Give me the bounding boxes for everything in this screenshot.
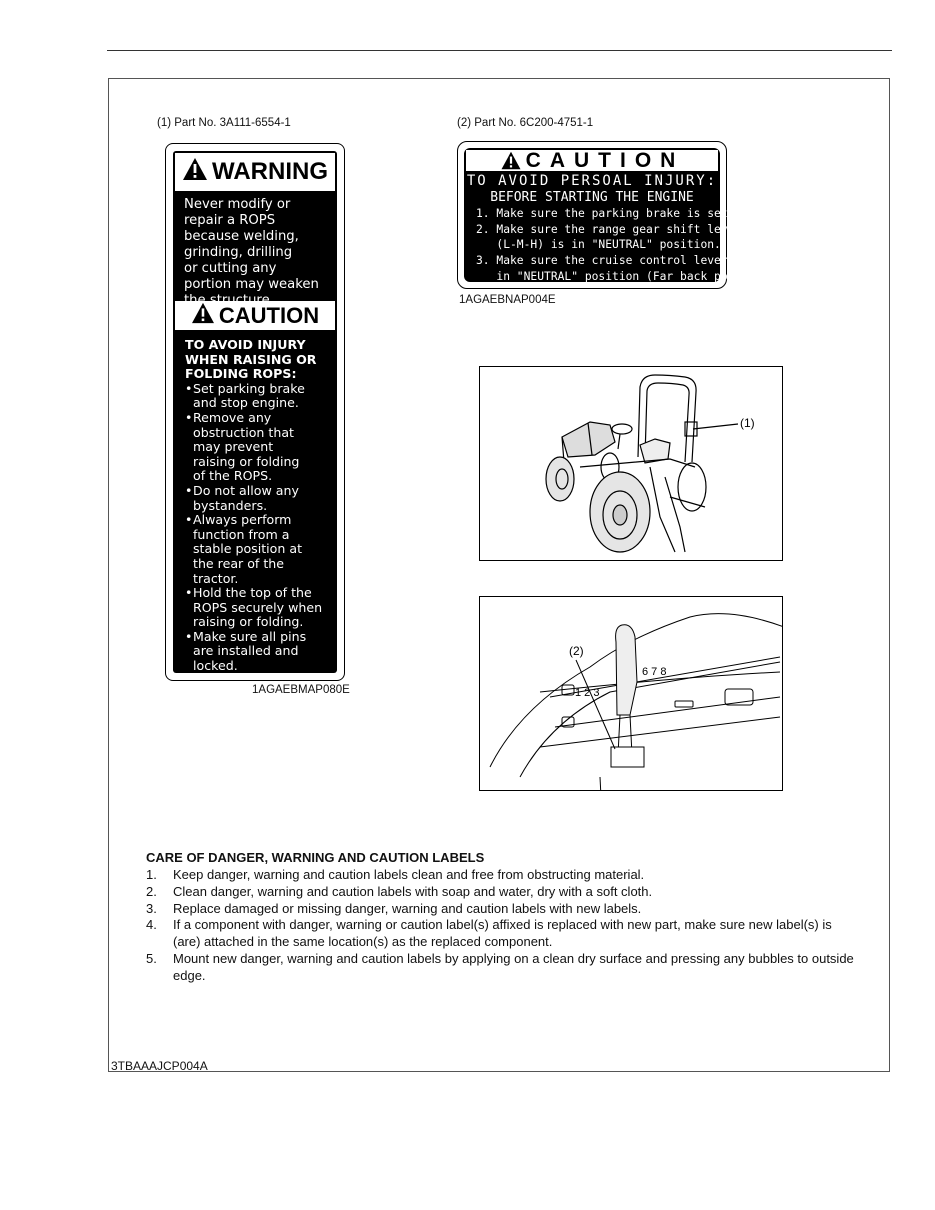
caution2-item: 2. Make sure the range gear shift lever [476,222,742,236]
caution-bullet-continuation: ROPS securely when [193,599,323,615]
warning-triangle-icon [182,157,208,188]
warning-line: portion may weaken [184,277,319,292]
svg-text:1 2 3: 1 2 3 [575,687,600,699]
gear-shift-illustration [480,597,783,791]
caution-heading-line: TO AVOID INJURY [185,337,306,352]
warning-line: repair a ROPS [184,213,276,228]
callout-1: (1) [740,416,755,430]
care-item-text: Clean danger, warning and caution labels with soap and water, dry with a soft cloth. [173,883,653,899]
caution-bullet-continuation: the rear of the [193,555,285,571]
caution-bullet-item: •Do not allow any [185,482,299,498]
caution-decal [457,141,783,289]
warning-line: grinding, drilling [184,245,293,260]
caution-heading-line: WHEN RAISING OR [185,351,317,367]
gear-shift-figure [479,596,783,791]
caution-bullet-item: •Remove any [185,409,272,425]
caution-bullet-item: •Hold the top of the [185,585,312,601]
label2-caption: (2) Part No. 6C200-4751-1 [457,117,594,129]
caution-bullet-item: •Set parking brake [185,380,305,396]
warning-title: WARNING [212,158,328,185]
tractor-figure [479,366,783,561]
caution-bullet-continuation: of the ROPS. [193,468,273,484]
care-item [146,884,856,901]
care-item [146,951,856,985]
caution-title: CAUTION [218,302,320,328]
warning-header [175,153,335,191]
tractor-illustration [480,367,783,561]
care-item [146,917,856,951]
caution-bullet-continuation: locked. [193,658,238,674]
caution2-line2: BEFORE STARTING THE ENGINE [490,190,694,205]
warning-line: Never modify or [184,197,291,212]
caution2-header [466,150,718,171]
warning-text [184,197,319,309]
caution2-text [464,173,783,285]
care-item [146,901,856,918]
care-item-number: 2. [146,883,157,899]
gear-numbers: 6 7 8 [642,666,667,678]
caution-bullet-continuation: bystanders. [193,497,268,513]
caution-triangle-icon [191,302,215,330]
label1-caption: (1) Part No. 3A111-6554-1 [157,117,291,129]
warning-caution-decal [165,143,345,681]
caution2-title: CAUTION [525,148,685,172]
caution-text [185,338,322,674]
caution-bullet-continuation: stable position at [193,541,303,557]
care-list [146,867,856,985]
care-item-text: Mount new danger, warning and caution labels by applying on a clean dry surface and pressing any bubbles to outside edge. [173,950,854,983]
care-item-number: 4. [146,917,157,933]
caution-bullet-continuation: function from a [193,526,290,542]
caution-bullet-continuation: raising or folding [193,453,300,469]
caution-bullet-continuation: may prevent [193,439,274,455]
care-item-text: If a component with danger, warning or caution label(s) affixed is replaced with new part, make sure new label(s) is (are) attached in the same location(s) as the replaced component. [173,917,832,950]
caution2-line1: TO AVOID PERSOAL INJURY: [466,173,718,189]
caution-bullet-continuation: raising or folding. [193,614,304,630]
caution2-item: 1. Make sure the parking brake is set. [476,207,735,220]
callout-2: (2) [569,644,584,658]
care-item [146,867,856,884]
label2-code: 1AGAEBNAP004E [459,294,556,306]
caution-header [175,301,335,330]
caution2-item: in "NEUTRAL" position (Far back position). [476,269,783,283]
warning-line: because welding, [184,229,299,244]
care-section [146,850,856,985]
caution2-item: (L-M-H) is in "NEUTRAL" position. [476,238,721,252]
care-item-text: Replace damaged or missing danger, warning and caution labels with new labels. [173,900,642,916]
caution-heading-line: FOLDING ROPS: [185,366,297,382]
care-item-number: 1. [146,867,157,882]
care-item-number: 5. [146,950,157,966]
care-item-text: Keep danger, warning and caution labels clean and free from obstructing material. [173,867,645,882]
caution-bullet-continuation: obstruction that [193,424,294,440]
warning-line: or cutting any [184,261,277,276]
caution2-triangle-icon [500,151,522,170]
footer-code: 3TBAAAJCP004A [111,1059,208,1073]
header-rule [107,50,892,51]
caution-bullet-continuation: tractor. [193,570,239,586]
caution-bullet-item: •Make sure all pins [185,628,307,644]
caution-bullet-item: •Always perform [185,512,292,528]
caution-bullet-continuation: are installed and [193,643,299,659]
label1-code: 1AGAEBMAP080E [252,684,350,696]
caution2-item: 3. Make sure the cruise control lever is [476,254,749,268]
care-item-number: 3. [146,900,157,916]
caution-bullet-continuation: and stop engine. [193,395,299,411]
care-title: CARE OF DANGER, WARNING AND CAUTION LABELS [146,850,485,865]
